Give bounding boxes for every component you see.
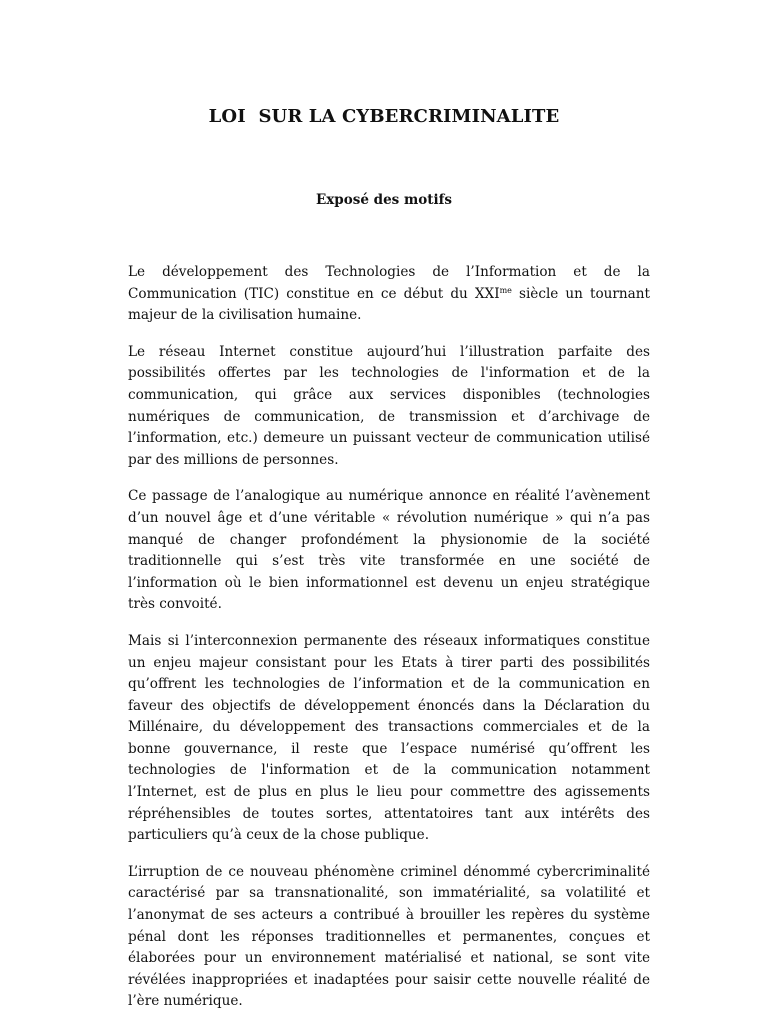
- paragraph-3: Ce passage de l’analogique au numérique annonce en réalité l’avènement d’un nouvel âge et d’une véritable « révolution numérique » qui n’a pas manqué de changer profondément la physionomie de la société traditionnelle qui s’est très vite transformée en une société de l’information où le bien informationnel est devenu un enjeu stratégique très convoité.: [128, 488, 650, 613]
- paragraph-1-text-before: Le développement des Technologies de l’Information et de la Communication (TIC) constitue en ce début du XXI: [128, 264, 650, 302]
- document-title: LOI SUR LA CYBERCRIMINALITE: [208, 106, 560, 127]
- paragraph-1: [128, 262, 650, 327]
- document-body: [128, 262, 650, 1028]
- section-subtitle: Exposé des motifs: [315, 192, 453, 208]
- paragraph-2: Le réseau Internet constitue aujourd’hui l’illustration parfaite des possibilités offertes par les technologies de l'information et de la communication, qui grâce aux services disponibles (technologies numériques de communication, de transmission et d’archivage de l’information, etc.) demeure un puissant vecteur de communication utilisé par des millions de personnes.: [128, 343, 650, 468]
- paragraph-5: L’irruption de ce nouveau phénomène criminel dénommé cybercriminalité caractérisé par sa transnationalité, son immatérialité, sa volatilité et l’anonymat de ses acteurs a contribué à brouiller les repères du système pénal dont les réponses traditionnelles et permanentes, conçues et élaborées pour un environnement matérialisé et national, se sont vite révélées inappropriées et inadaptées pour saisir cette nouvelle réalité de l’ère numérique.: [128, 863, 650, 1010]
- paragraph-1-superscript: me: [499, 285, 512, 295]
- paragraph-1-text-after: siècle un tournant majeur de la civilisation humaine.: [128, 285, 650, 324]
- paragraph-4: Mais si l’interconnexion permanente des réseaux informatiques constitue un enjeu majeur consistant pour les Etats à tirer parti des possibilités qu’offrent les technologies de l’information et de la communication en faveur des objectifs de développement énoncés dans la Déclaration du Millénaire, du développement des transactions commerciales et de la bonne gouvernance, il reste que l’espace numérisé qu’offrent les technologies de l'information et de la communication notamment l’Internet, est de plus en plus le lieu pour commettre des agissements répréhensibles de toutes sortes, attentatoires tant aux intérêts des particuliers qu’à ceux de la chose publique.: [128, 632, 650, 844]
